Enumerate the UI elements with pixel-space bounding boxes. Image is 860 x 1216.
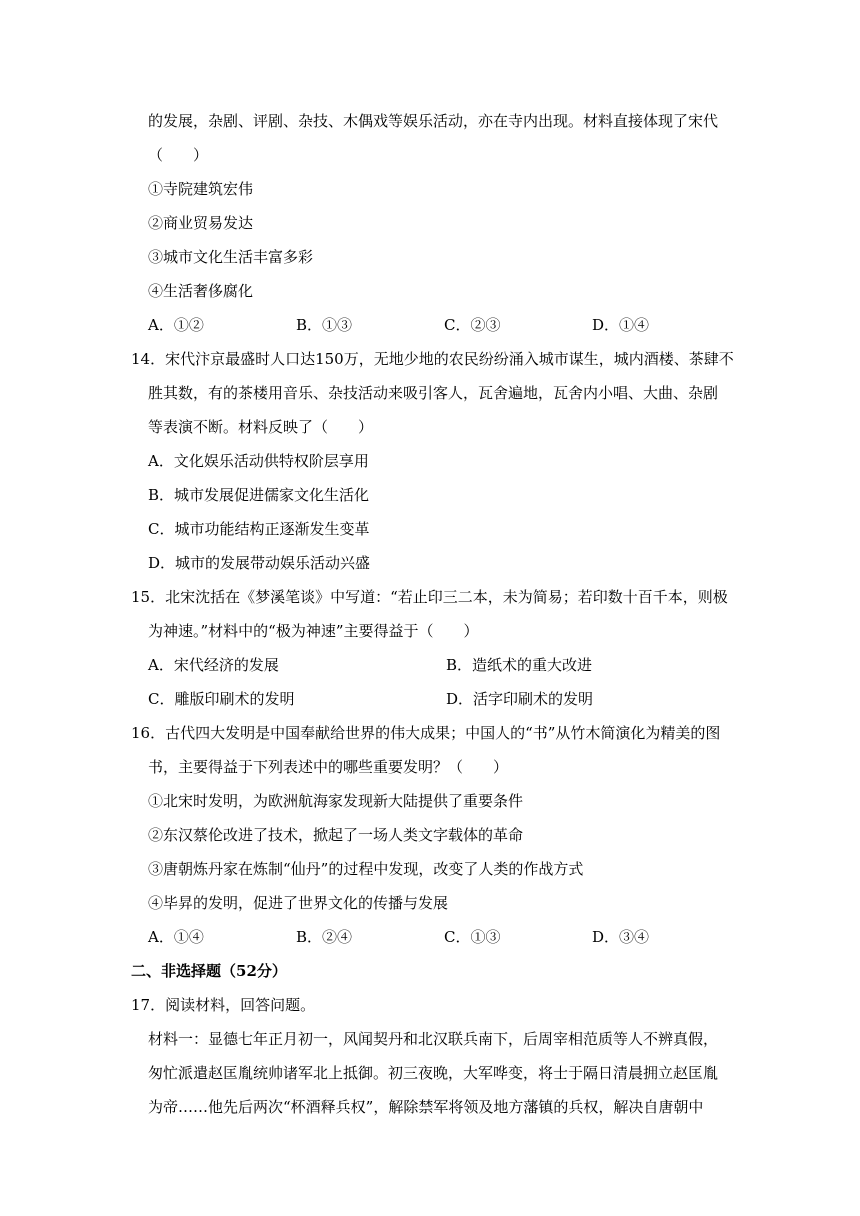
q17-stem-line1: 17．阅读材料，回答问题。 xyxy=(131,996,316,1014)
q13-item-3: ③城市文化生活丰富多彩 xyxy=(148,248,314,266)
q13-item-4: ④生活奢侈腐化 xyxy=(148,282,254,300)
q16-stem-line1: 16．古代四大发明是中国奉献给世界的伟大成果；中国人的“书”从竹木简演化为精美的图 xyxy=(131,724,721,742)
q16-item-2: ②东汉蔡伦改进了技术，掀起了一场人类文字载体的革命 xyxy=(148,826,524,844)
q13-stem-line1: 的发展，杂剧、评剧、杂技、木偶戏等娱乐活动，亦在寺内出现。材料直接体现了宋代 xyxy=(148,112,719,130)
q14-option-b: B．城市发展促进儒家文化生活化 xyxy=(148,486,370,504)
q15-options-row1 xyxy=(148,655,738,675)
q15-stem-line1: 15．北宋沈括在《梦溪笔谈》中写道：“若止印三二本，未为简易；若印数十百千本，则极 xyxy=(131,588,728,606)
q17-material-line3: 为帝……他先后两次“杯酒释兵权”，解除禁军将领及地方藩镇的兵权，解决自唐朝中 xyxy=(148,1098,704,1116)
q15-stem-line2: 为神速。”材料中的“极为神速”主要得益于（ ） xyxy=(148,622,479,640)
q13-stem-line2: （ ） xyxy=(148,146,209,164)
q15-option-a: A．宋代经济的发展 xyxy=(148,656,279,674)
q17-material-line2: 匆忙派遣赵匡胤统帅诸军北上抵御。初三夜晚，大军哗变，将士于隔日清晨拥立赵匡胤 xyxy=(148,1064,719,1082)
q16-item-3: ③唐朝炼丹家在炼制“仙丹”的过程中发现，改变了人类的作战方式 xyxy=(148,860,584,878)
q14-stem-line3: 等表演不断。材料反映了（ ） xyxy=(148,418,374,436)
q14-stem-line2: 胜其数，有的茶楼用音乐、杂技活动来吸引客人，瓦舍遍地，瓦舍内小唱、大曲、杂剧 xyxy=(148,384,719,402)
q14-option-c: C．城市功能结构正逐渐发生变革 xyxy=(148,520,370,538)
q16-item-4: ④毕昇的发明，促进了世界文化的传播与发展 xyxy=(148,894,449,912)
q15-options-row2 xyxy=(148,689,738,709)
q15-option-c: C．雕版印刷术的发明 xyxy=(148,690,295,708)
q13-options xyxy=(148,315,738,335)
q14-option-d: D．城市的发展带动娱乐活动兴盛 xyxy=(148,554,371,572)
q16-option-a: A．①④ xyxy=(148,928,204,946)
q16-options xyxy=(148,927,738,947)
q16-stem-line2: 书，主要得益于下列表述中的哪些重要发明？（ ） xyxy=(148,758,509,776)
q13-item-1: ①寺院建筑宏伟 xyxy=(148,180,254,198)
q15-option-d: D．活字印刷术的发明 xyxy=(446,690,594,708)
q17-material-line1: 材料一：显德七年正月初一，风闻契丹和北汉联兵南下，后周宰相范质等人不辨真假， xyxy=(148,1030,719,1048)
q16-option-b: B．②④ xyxy=(296,928,353,946)
q13-option-d: D．①④ xyxy=(592,316,650,334)
q13-option-c: C．②③ xyxy=(444,316,501,334)
q14-option-a: A．文化娱乐活动供特权阶层享用 xyxy=(148,452,369,470)
q16-option-d: D．③④ xyxy=(592,928,650,946)
q13-item-2: ②商业贸易发达 xyxy=(148,214,254,232)
section2-title: 二、非选择题（52分） xyxy=(131,962,287,980)
q13-option-b: B．①③ xyxy=(296,316,353,334)
q14-stem-line1: 14．宋代汴京最盛时人口达150万，无地少地的农民纷纷涌入城市谋生，城内酒楼、茶肆不 xyxy=(131,350,734,368)
q15-option-b: B．造纸术的重大改进 xyxy=(446,656,593,674)
q16-option-c: C．①③ xyxy=(444,928,501,946)
q16-item-1: ①北宋时发明，为欧洲航海家发现新大陆提供了重要条件 xyxy=(148,792,524,810)
q13-option-a: A．①② xyxy=(148,316,204,334)
